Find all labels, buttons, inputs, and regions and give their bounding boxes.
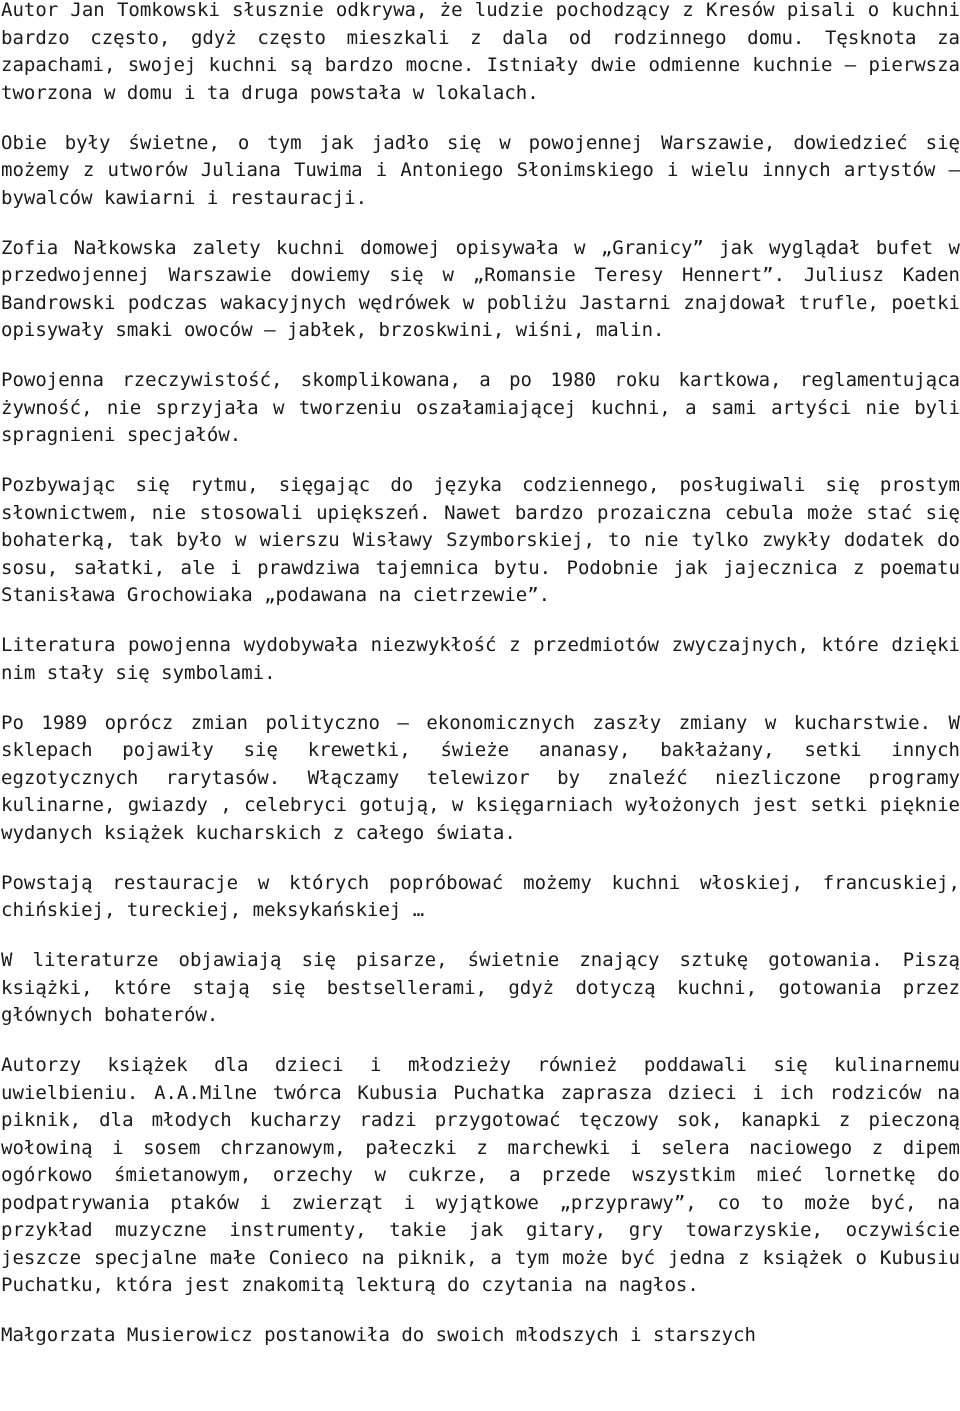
paragraph-pisarze: W literaturze objawiają się pisarze, świetnie znający sztukę gotowania. Piszą książki, które stają się bestsellerami, gdyż dotyczą kuchni, gotowania przez głównych bohaterów. xyxy=(1,949,960,1026)
paragraph-jezyk-codzienny: Pozbywając się rytmu, sięgając do języka codziennego, posługiwali się prostym słownictwem, nie stosowali upiększeń. Nawet bardzo prozaiczna cebula może stać się bohaterką, tak było w wierszu Wisławy Szymborskiej, to nie tylko zwykły dodatek do sosu, sałatki, ale i prawdziwa tajemnica bytu. Podobnie jak jajecznica z poematu Stanisława Grochowiaka „podawana na cietrzewie”. xyxy=(1,474,960,606)
paragraph-musierowicz: Małgorzata Musierowicz postanowiła do swoich młodszych i starszych xyxy=(1,1324,756,1346)
paragraph-ksiazki-dla-dzieci: Autorzy książek dla dzieci i młodzieży również poddawali się kulinarnemu uwielbieniu. A.A.Milne twórca Kubusia Puchatka zaprasza dzieci i ich rodziców na piknik, dla młodych kucharzy radzi przygotować tęczowy sok, kanapki z pieczoną wołowiną i sosem chrzanowym, pałeczki z marchewki i selera naciowego z dipem ogórkowo śmietanowym, orzechy w cukrze, a przede wszystkim mieć lornetkę do podpatrywania ptaków i zwierząt i wyjątkowe „przyprawy”, co to może być, na przykład muzyczne instrumenty, takie jak gitary, gry towarzyskie, oczywiście jeszcze specjalne małe Conieco na piknik, a tym może być jedna z książek o Kubusiu Puchatku, która jest znakomitą lekturą do czytania na nagłos. xyxy=(1,1054,960,1296)
paragraph-restauracje: Powstają restauracje w których popróbować możemy kuchni włoskiej, francuskiej, chińskiej, tureckiej, meksykańskiej … xyxy=(1,871,960,921)
paragraph-powojenna: Powojenna rzeczywistość, skomplikowana, a po 1980 roku kartkowa, reglamentująca żywność, nie sprzyjała w tworzeniu oszałamiającej kuchni, a sami artyści nie byli spragnieni specjałów. xyxy=(1,369,960,446)
paragraph-kresy: Autor Jan Tomkowski słusznie odkrywa, że ludzie pochodzący z Kresów pisali o kuchni bardzo często, gdyż często mieszkali z dala od rodzinnego domu. Tęsknota za zapachami, swojej kuchni są bardzo mocne. Istniały dwie odmienne kuchnie – pierwsza tworzona w domu i ta druga powstała w lokalach. xyxy=(1,0,960,104)
paragraph-literatura-powojenna: Literatura powojenna wydobywała niezwykłość z przedmiotów zwyczajnych, które dzięki nim stały się symbolami. xyxy=(1,634,960,684)
paragraph-nalkowska: Zofia Nałkowska zalety kuchni domowej opisywała w „Granicy” jak wyglądał bufet w przedwojennej Warszawie dowiemy się w „Romansie Teresy Hennert”. Juliusz Kaden Bandrowski podczas wakacyjnych wędrówek w pobliżu Jastarni znajdował trufle, poetki opisywały smaki owoców – jabłek, brzoskwini, wiśni, malin. xyxy=(1,236,960,341)
paragraph-warszawa: Obie były świetne, o tym jak jadło się w powojennej Warszawie, dowiedzieć się możemy z utworów Juliana Tuwima i Antoniego Słonimskiego i wielu innych artystów – bywalców kawiarni i restauracji. xyxy=(1,131,960,209)
paragraph-po-1989: Po 1989 oprócz zmian polityczno – ekonomicznych zaszły zmiany w kucharstwie. W sklepach pojawiły się krewetki, świeże ananasy, bakłażany, setki innych egzotycznych rarytasów. Włączamy telewizor by znaleźć niezliczone programy kulinarne, gwiazdy , celebryci gotują, w księgarniach wyłożonych jest setki pięknie wydanych książek kucharskich z całego świata. xyxy=(1,711,960,844)
